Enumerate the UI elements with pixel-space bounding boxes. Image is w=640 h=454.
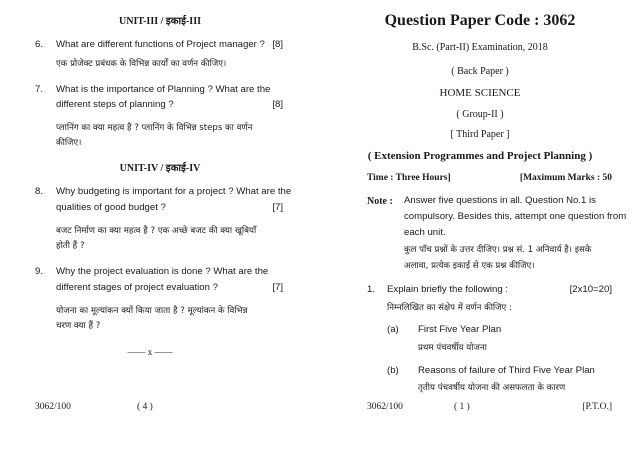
footer-code: 3062/100 bbox=[367, 402, 403, 412]
footer-page-number: ( 4 ) bbox=[137, 402, 153, 412]
question-6-hindi: एक प्रोजेक्ट प्रबंधक के विभिन्न कार्यों का वर्णन कीजिए। bbox=[56, 59, 227, 69]
sub-question-b-hindi: तृतीय पंचवर्षीय योजना की असफलता के कारण bbox=[418, 383, 566, 393]
time-allowed: Time : Three Hours] bbox=[367, 173, 451, 183]
question-7 bbox=[35, 84, 283, 114]
question-number: 9. bbox=[35, 266, 44, 277]
question-text: Explain briefly the following : bbox=[387, 284, 509, 295]
question-text-line-1: What is the importance of Planning ? What are the bbox=[56, 84, 271, 95]
exam-name: B.Sc. (Part-II) Examination, 2018 bbox=[412, 42, 548, 53]
question-text-line-1: Why the project evaluation is done ? What are the bbox=[56, 266, 269, 277]
footer-pto: [P.T.O.] bbox=[582, 402, 612, 412]
unit4-heading: UNIT-IV / इकाई-IV bbox=[119, 163, 201, 174]
question-number: 7. bbox=[35, 84, 44, 95]
question-9-hindi-line-2: चरण क्या हैं ? bbox=[56, 321, 101, 331]
group: ( Group-II ) bbox=[456, 109, 504, 120]
footer-code: 3062/100 bbox=[35, 402, 71, 412]
marks: [8] bbox=[272, 39, 283, 50]
paper-type: ( Back Paper ) bbox=[451, 66, 509, 77]
note-hindi-line-1: कुल पाँच प्रश्नों के उत्तर दीजिए। प्रश्न सं. 1 अनिवार्य है। इसके bbox=[404, 245, 592, 255]
marks: [7] bbox=[272, 202, 283, 213]
paper-code-title: Question Paper Code : 3062 bbox=[384, 12, 576, 29]
note-line-3: each unit. bbox=[404, 227, 446, 238]
question-text-line-2: different steps of planning ? bbox=[56, 99, 174, 110]
question-number: 8. bbox=[35, 186, 44, 197]
sub-question-b-text: Reasons of failure of Third Five Year Plan bbox=[418, 365, 595, 376]
end-mark: —— x —— bbox=[127, 347, 173, 357]
paper-number: [ Third Paper ] bbox=[450, 129, 510, 140]
paper-name: ( Extension Programmes and Project Planning ) bbox=[367, 150, 593, 162]
marks: [8] bbox=[272, 99, 283, 110]
question-7-hindi-line-1: प्लानिंग का क्या महत्व है ? प्लानिंग के विभिन्न steps का वर्णन bbox=[56, 123, 253, 133]
marks: [7] bbox=[272, 282, 283, 293]
question-7-hindi-line-2: कीजिए। bbox=[56, 138, 82, 148]
sub-question-a-label: (a) bbox=[387, 324, 399, 335]
question-9-hindi-line-1: योजना का मूल्यांकन क्यों किया जाता है ? मूल्यांकन के विभिन्न bbox=[56, 306, 248, 316]
note-line-2: compulsory. Besides this, attempt one question from bbox=[404, 211, 627, 222]
question-text-line-2: qualities of good budget ? bbox=[56, 202, 166, 213]
question-8 bbox=[35, 186, 292, 216]
marks: [2x10=20] bbox=[569, 284, 612, 295]
question-8-hindi-line-1: बजट निर्माण का क्या महत्व है ? एक अच्छे बजट की क्या खूबियाँ bbox=[56, 226, 257, 236]
sub-question-a-hindi: प्रथम पंचवर्षीय योजना bbox=[418, 343, 487, 353]
question-text-line-1: Why budgeting is important for a project ? What are the bbox=[56, 186, 292, 197]
footer-page-number: ( 1 ) bbox=[454, 402, 470, 412]
sub-question-b-label: (b) bbox=[387, 365, 399, 376]
question-text: What are different functions of Project manager ? bbox=[56, 39, 265, 50]
question-number: 1. bbox=[367, 284, 376, 295]
note-line-1: Answer five questions in all. Question No.1 is bbox=[404, 195, 596, 206]
question-number: 6. bbox=[35, 39, 44, 50]
question-8-hindi-line-2: होती हैं ? bbox=[56, 241, 85, 251]
maximum-marks: [Maximum Marks : 50 bbox=[519, 173, 612, 183]
question-9 bbox=[35, 266, 283, 296]
note-label: Note : bbox=[367, 196, 393, 207]
right-page bbox=[320, 0, 640, 454]
sub-question-a-text: First Five Year Plan bbox=[418, 324, 502, 335]
question-1-hindi: निम्नलिखित का संक्षेप में वर्णन कीजिए : bbox=[387, 303, 512, 313]
unit3-heading: UNIT-III / इकाई-III bbox=[119, 16, 201, 27]
question-text-line-2: different stages of project evaluation ? bbox=[56, 282, 218, 293]
subject: HOME SCIENCE bbox=[439, 87, 521, 99]
note-hindi-line-2: अलावा, प्रत्येक इकाई से एक प्रश्न कीजिए। bbox=[404, 261, 535, 271]
